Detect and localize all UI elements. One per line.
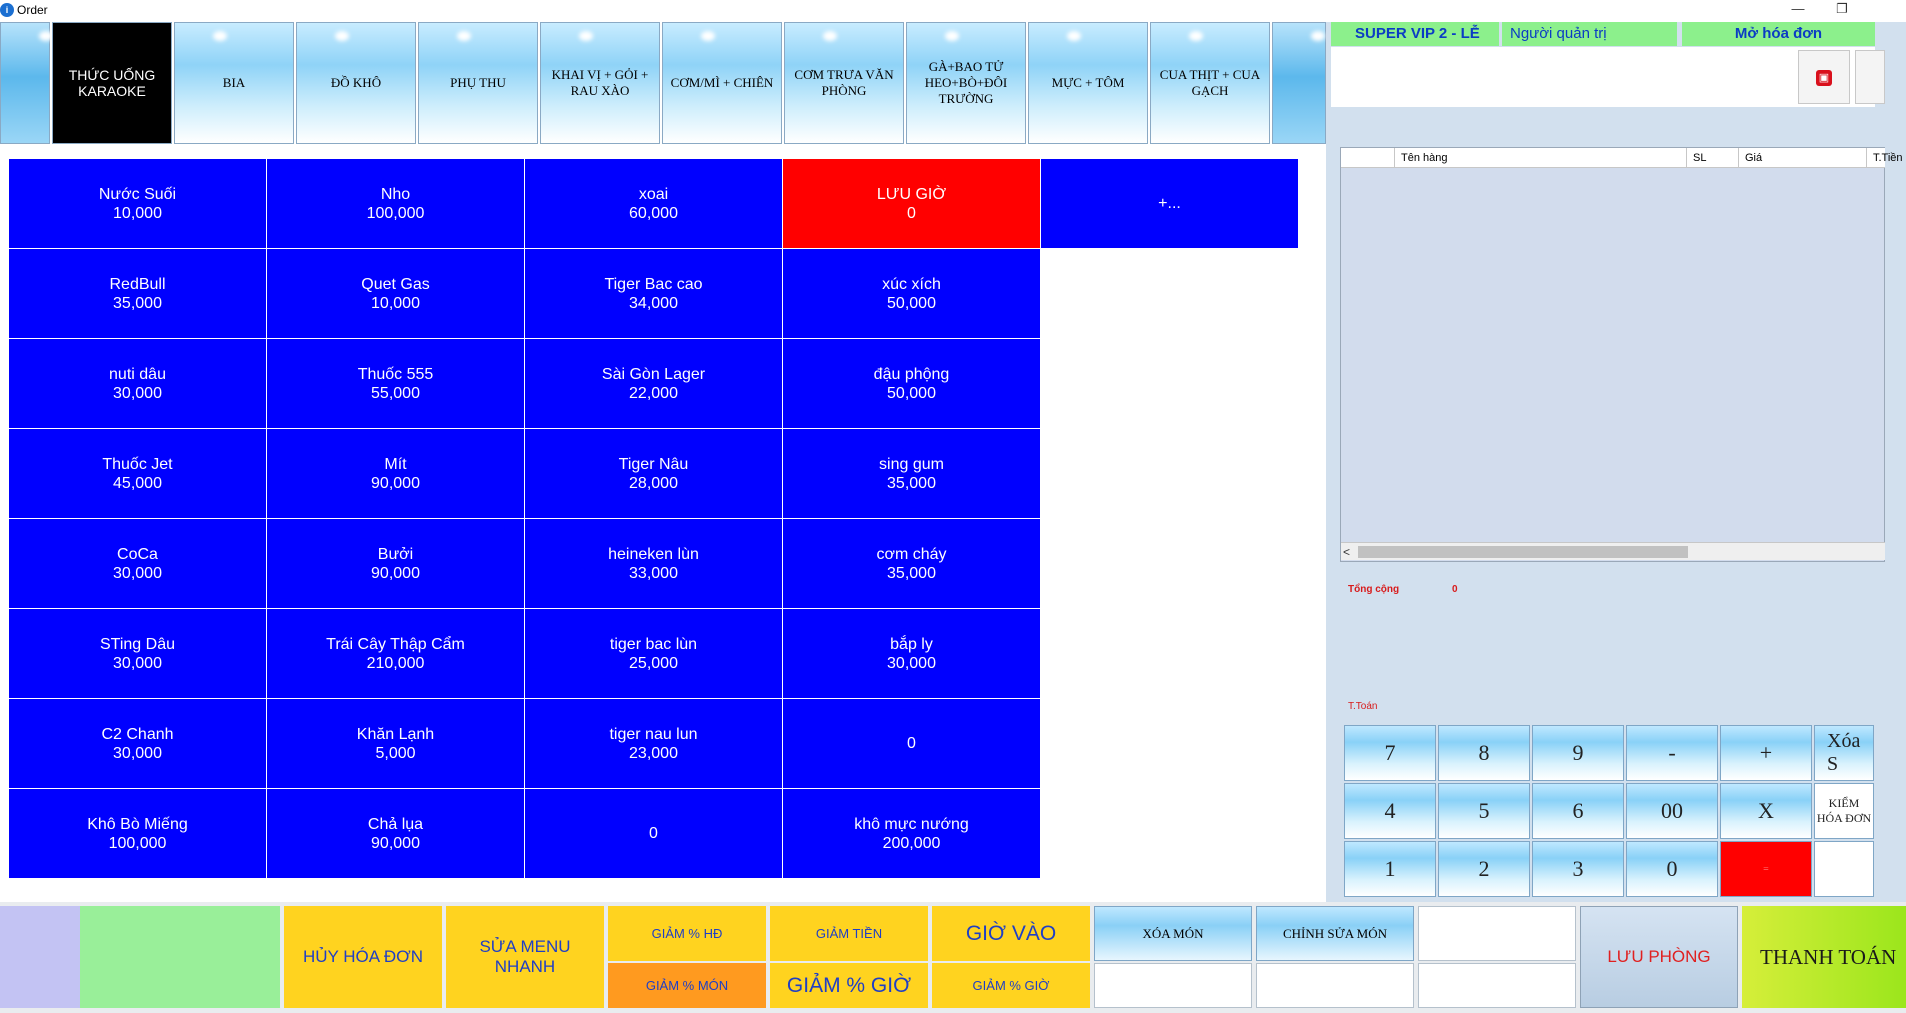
product-tile[interactable] [783, 249, 1040, 338]
product-price: 33,000 [629, 564, 678, 582]
category-tab-chicken-beef[interactable]: GÀ+BAO TỬ HEO+BÒ+ĐÔI TRƯỜNG [906, 22, 1026, 144]
room-name: SUPER VIP 2 - LỄ [1331, 22, 1499, 46]
user-name: Người quản trị [1502, 22, 1677, 46]
product-name: Tiger Bac cao [604, 275, 703, 293]
save-room-button[interactable]: LƯU PHÒNG [1580, 906, 1738, 1008]
more-products-tile[interactable] [1041, 159, 1298, 248]
product-name: Thuốc 555 [357, 365, 434, 383]
bottom-swatch-green [80, 906, 280, 1008]
header-cell-price: Giá [1739, 148, 1867, 168]
product-price: 35,000 [887, 564, 936, 582]
product-name: Trái Cây Thập Cẩm [326, 635, 465, 653]
key-plus[interactable]: + [1720, 725, 1812, 781]
category-scroll-left[interactable] [0, 22, 50, 144]
key-4[interactable]: 4 [1344, 783, 1436, 839]
product-tile[interactable] [9, 789, 266, 878]
product-tile[interactable] [783, 789, 1040, 878]
check-invoice-button[interactable]: KIỂM HÓA ĐƠN [1814, 783, 1874, 839]
product-price: 34,000 [629, 294, 678, 312]
product-tile[interactable] [525, 609, 782, 698]
key-9[interactable]: 9 [1532, 725, 1624, 781]
product-name: bắp ly [890, 635, 933, 653]
discount-invoice-button[interactable]: GIẢM % HĐ [608, 906, 766, 961]
order-grid-header [1341, 148, 1903, 168]
product-name: xoai [638, 185, 669, 203]
header-cell-amount: T.Tiền [1873, 152, 1903, 164]
product-name: tiger bac lùn [609, 635, 698, 653]
restore-button[interactable]: ❐ [1836, 1, 1848, 16]
product-name: Thuốc Jet [102, 455, 173, 473]
product-name: C2 Chanh [101, 725, 174, 743]
product-name: RedBull [109, 275, 166, 293]
product-name: đậu phộng [873, 365, 950, 383]
product-tile[interactable] [525, 699, 782, 788]
product-price: 90,000 [371, 834, 420, 852]
product-price: 210,000 [366, 654, 425, 672]
key-00[interactable]: 00 [1626, 783, 1718, 839]
total-value: 0 [1452, 584, 1458, 595]
bottom-swatch-lavender [0, 906, 80, 1008]
product-price: 22,000 [629, 384, 678, 402]
product-tile[interactable] [267, 159, 524, 248]
product-name: LƯU GIỜ [876, 185, 947, 203]
product-name: CoCa [117, 545, 158, 563]
header-cell-select [1341, 148, 1395, 168]
product-tile[interactable] [525, 159, 782, 248]
key-0[interactable]: 0 [1626, 841, 1718, 897]
product-price: 30,000 [887, 654, 936, 672]
product-tile[interactable] [783, 699, 1040, 788]
note-area[interactable] [1331, 47, 1875, 107]
key-equals[interactable]: = [1720, 841, 1812, 897]
key-6[interactable]: 6 [1532, 783, 1624, 839]
key-2[interactable]: 2 [1438, 841, 1530, 897]
product-price: 0 [649, 825, 658, 842]
key-blank[interactable] [1814, 841, 1874, 897]
minimize-button[interactable]: — [1791, 1, 1805, 16]
product-name: Sài Gòn Lager [601, 365, 706, 383]
product-price: 90,000 [371, 474, 420, 492]
discount-hours-button[interactable]: GIẢM % GIỜ [770, 963, 928, 1008]
product-tile[interactable] [9, 159, 266, 248]
product-price: 30,000 [113, 384, 162, 402]
product-price: 50,000 [887, 384, 936, 402]
product-price: 90,000 [371, 564, 420, 582]
product-price: 0 [907, 735, 916, 752]
product-tile[interactable] [9, 249, 266, 338]
delete-item-button[interactable]: XÓA MÓN [1094, 906, 1252, 961]
product-tile[interactable] [525, 249, 782, 338]
product-tile[interactable] [525, 339, 782, 428]
product-price: 5,000 [375, 744, 416, 762]
product-name: xúc xích [882, 275, 941, 293]
product-tile[interactable] [525, 429, 782, 518]
product-price: 100,000 [366, 204, 425, 222]
open-invoice-button[interactable]: Mở hóa đơn [1682, 22, 1875, 46]
product-price: 30,000 [113, 744, 162, 762]
product-tile[interactable] [267, 699, 524, 788]
product-name: heineken lùn [608, 545, 699, 563]
product-tile[interactable] [783, 519, 1040, 608]
product-name: nuti dâu [109, 365, 166, 383]
check-in-time-button[interactable]: GIỜ VÀO [932, 906, 1090, 961]
product-name: Mít [384, 455, 407, 473]
key-multiply[interactable]: X [1720, 783, 1812, 839]
key-minus[interactable]: - [1626, 725, 1718, 781]
product-tile[interactable] [783, 609, 1040, 698]
product-price: 200,000 [882, 834, 941, 852]
discount-hours-small-button[interactable]: GIẢM % GIỜ [932, 963, 1090, 1008]
product-price: 10,000 [371, 294, 420, 312]
product-name: sing gum [879, 455, 944, 473]
key-5[interactable]: 5 [1438, 783, 1530, 839]
cancel-invoice-button[interactable]: HỦY HÓA ĐƠN [284, 906, 442, 1008]
title-bar [0, 0, 1906, 21]
product-price: 0 [907, 204, 916, 222]
product-price: 23,000 [629, 744, 678, 762]
blank-button-1[interactable] [1094, 963, 1252, 1008]
header-cell-item-name: Tên hàng [1395, 148, 1687, 168]
category-tab-beer[interactable]: BIA [174, 22, 294, 144]
printer-icon: ▣ [1816, 70, 1832, 86]
product-price: 25,000 [629, 654, 678, 672]
product-price: 100,000 [108, 834, 167, 852]
product-tile[interactable] [525, 519, 782, 608]
category-tab-karaoke[interactable]: THỨC UỐNG KARAOKE [52, 22, 172, 144]
key-3[interactable]: 3 [1532, 841, 1624, 897]
category-tab-dried-food[interactable]: ĐỒ KHÔ [296, 22, 416, 144]
horizontal-scrollbar[interactable] [1341, 542, 1885, 560]
product-tile[interactable] [267, 609, 524, 698]
product-tile[interactable] [9, 519, 266, 608]
product-price: 60,000 [629, 204, 678, 222]
product-name: Bưởi [377, 545, 414, 563]
product-tile[interactable] [267, 339, 524, 428]
product-price: 55,000 [371, 384, 420, 402]
product-tile[interactable] [9, 609, 266, 698]
extra-button[interactable] [1855, 50, 1885, 104]
product-price: 30,000 [113, 654, 162, 672]
product-tile[interactable] [525, 789, 782, 878]
category-tab-squid-shrimp[interactable]: MỰC + TÔM [1028, 22, 1148, 144]
quick-edit-menu-button[interactable]: SỬA MENU NHANH [446, 906, 604, 1008]
category-scroll-right[interactable] [1272, 22, 1326, 144]
scroll-left-icon[interactable]: < [1343, 545, 1351, 559]
key-1[interactable]: 1 [1344, 841, 1436, 897]
key-clear[interactable]: Xóa S [1814, 725, 1874, 781]
discount-amount-button[interactable]: GIẢM TIỀN [770, 906, 928, 961]
category-tab-crab[interactable]: CUA THỊT + CUA GẠCH [1150, 22, 1270, 144]
product-name: Khăn Lạnh [356, 725, 435, 743]
checkout-button[interactable]: THANH TOÁN [1742, 906, 1906, 1008]
print-button[interactable] [1798, 50, 1850, 104]
product-name: +... [1158, 195, 1181, 212]
blank-button-2[interactable] [1256, 963, 1414, 1008]
category-tab-surcharge[interactable]: PHỤ THU [418, 22, 538, 144]
product-name: Khô Bò Miếng [87, 815, 188, 833]
product-tile[interactable] [267, 789, 524, 878]
category-tab-rice-noodles[interactable]: CƠM/MÌ + CHIÊN [662, 22, 782, 144]
edit-item-button[interactable]: CHỈNH SỬA MÓN [1256, 906, 1414, 961]
product-tile[interactable] [267, 519, 524, 608]
save-hours-tile[interactable] [783, 159, 1040, 248]
category-tab-appetizers[interactable]: KHAI VỊ + GỎI + RAU XÀO [540, 22, 660, 144]
product-price: 45,000 [113, 474, 162, 492]
blank-button-3[interactable] [1418, 906, 1576, 961]
product-name: Nước Suối [98, 185, 177, 203]
product-price: 28,000 [629, 474, 678, 492]
total-label: Tổng cộng [1348, 584, 1400, 595]
product-price: 30,000 [113, 564, 162, 582]
blank-button-4[interactable] [1418, 963, 1576, 1008]
product-name: Chả lụa [367, 815, 424, 833]
scroll-thumb[interactable] [1358, 546, 1688, 558]
product-name: STing Dâu [100, 635, 175, 653]
product-tile[interactable] [9, 429, 266, 518]
header-cell-qty: SL [1687, 148, 1739, 168]
app-icon: i [0, 3, 14, 17]
window-title: Order [17, 3, 48, 17]
product-tile[interactable] [783, 339, 1040, 428]
discount-item-button[interactable]: GIẢM % MÓN [608, 963, 766, 1008]
key-8[interactable]: 8 [1438, 725, 1530, 781]
product-price: 50,000 [887, 294, 936, 312]
product-name: tiger nau lun [609, 725, 698, 743]
product-tile[interactable] [9, 339, 266, 428]
product-name: cơm cháy [876, 545, 947, 563]
product-tile[interactable] [9, 699, 266, 788]
product-name: Tiger Nâu [618, 455, 689, 473]
product-name: Quet Gas [361, 275, 430, 293]
product-tile[interactable] [267, 249, 524, 338]
payment-label: T.Toán [1348, 701, 1378, 712]
product-tile[interactable] [267, 429, 524, 518]
product-price: 35,000 [887, 474, 936, 492]
product-tile[interactable] [783, 429, 1040, 518]
product-price: 10,000 [113, 204, 162, 222]
product-name: khô mực nướng [854, 815, 969, 833]
key-7[interactable]: 7 [1344, 725, 1436, 781]
product-name: Nho [380, 185, 411, 203]
product-price: 35,000 [113, 294, 162, 312]
category-tab-office-lunch[interactable]: CƠM TRƯA VĂN PHÒNG [784, 22, 904, 144]
